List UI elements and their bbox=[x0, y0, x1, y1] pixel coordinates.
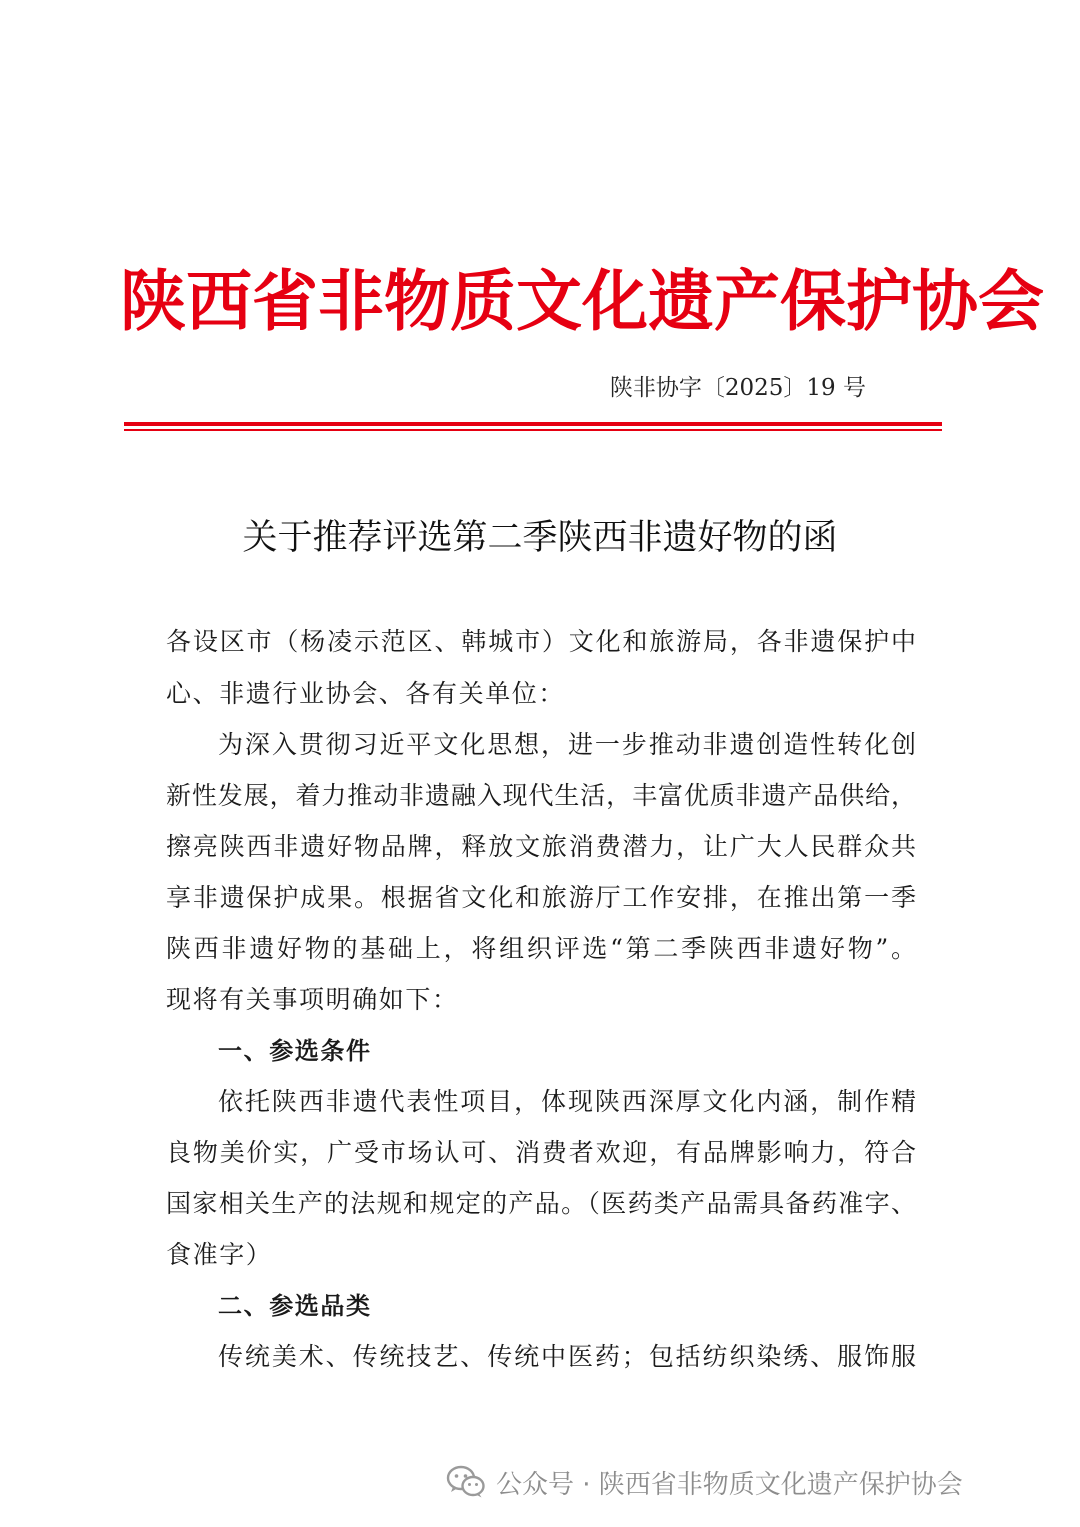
paragraph-line: 享非遗保护成果。根据省文化和旅游厅工作安排，在推出第一季 bbox=[166, 883, 916, 912]
paragraph-line: 传统美术、传统技艺、传统中医药；包括纺织染绣、服饰服 bbox=[218, 1342, 916, 1371]
paragraph-line: 国家相关生产的法规和规定的产品。（医药类产品需具备药准字、 bbox=[166, 1189, 916, 1218]
wechat-watermark bbox=[446, 1462, 963, 1502]
paragraph-line: 现将有关事项明确如下： bbox=[166, 985, 459, 1014]
paragraph-line: 新性发展，着力推动非遗融入现代生活，丰富优质非遗产品供给， bbox=[166, 781, 916, 810]
wechat-icon bbox=[446, 1465, 486, 1499]
section-heading: 一、参选条件 bbox=[218, 1037, 372, 1065]
header-rule-thin bbox=[124, 429, 942, 431]
paragraph-line: 陕西非遗好物的基础上，将组织评选“第二季陕西非遗好物”。 bbox=[166, 934, 916, 963]
section-heading: 二、参选品类 bbox=[218, 1292, 372, 1320]
watermark-text: 公众号 · 陕西省非物质文化遗产保护协会 bbox=[496, 1469, 963, 1500]
organization-header: 陕西省非物质文化遗产保护协会 bbox=[120, 263, 1044, 340]
document-title: 关于推荐评选第二季陕西非遗好物的函 bbox=[242, 518, 838, 558]
paragraph-line: 为深入贯彻习近平文化思想，进一步推动非遗创造性转化创 bbox=[218, 730, 916, 759]
salutation-line: 心、非遗行业协会、各有关单位： bbox=[166, 679, 566, 708]
paragraph-line: 食准字） bbox=[166, 1240, 273, 1269]
header-rule-thick bbox=[124, 422, 942, 426]
paragraph-line: 良物美价实，广受市场认可、消费者欢迎，有品牌影响力，符合 bbox=[166, 1138, 916, 1167]
paragraph-line: 依托陕西非遗代表性项目，体现陕西深厚文化内涵，制作精 bbox=[218, 1087, 916, 1116]
paragraph-line: 擦亮陕西非遗好物品牌，释放文旅消费潜力，让广大人民群众共 bbox=[166, 832, 916, 861]
salutation-line: 各设区市（杨凌示范区、韩城市）文化和旅游局，各非遗保护中 bbox=[166, 627, 916, 656]
document-number: 陕非协字〔2025〕19 号 bbox=[609, 375, 866, 401]
